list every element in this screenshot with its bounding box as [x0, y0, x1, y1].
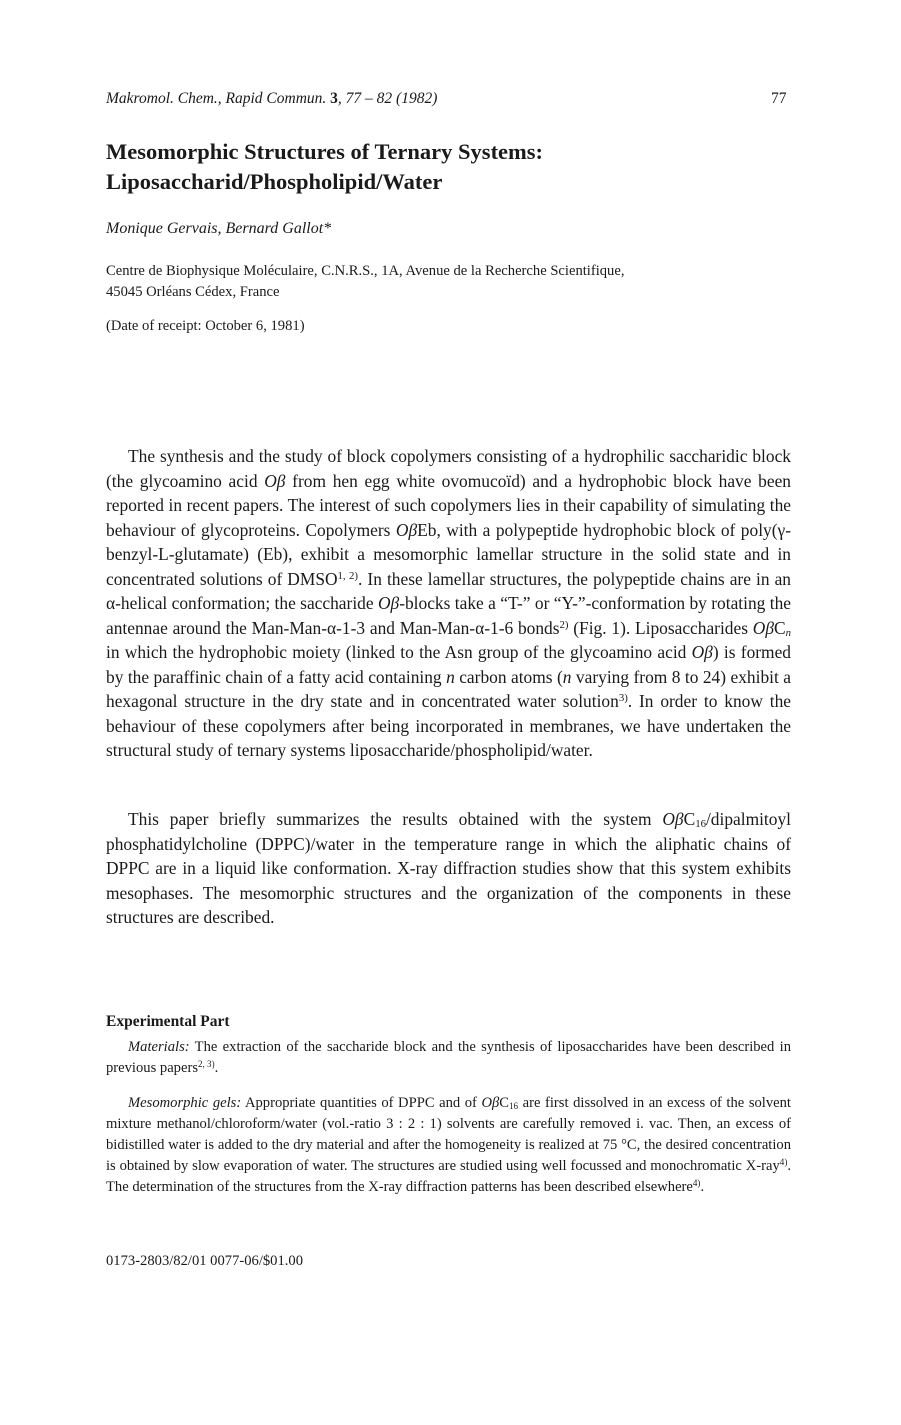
- symbol-c: C: [499, 1095, 510, 1111]
- authors: Monique Gervais, Bernard Gallot*: [106, 220, 332, 237]
- journal-volume: 3: [330, 90, 338, 107]
- text: are first dissolved in an excess of the solvent mixture methanol/chloroform/water (vol.-ratio 3 : 2 : 1) solvents are carefully removed i. vac. Then, an excess of bidistilled water is added to the dry material and after the homogeneity is realized at 75 °C, the desired concentration is obtained by slow evaporation of water. The structures are studied using well focussed and monochromatic X-ray: [106, 1095, 791, 1174]
- symbol-obeta: Oβ: [395, 519, 418, 540]
- symbol-c: C: [774, 617, 786, 638]
- text: . In these lamellar structures, the polypeptide chains are in an α-helical conformation; the saccharide: [106, 568, 791, 613]
- reference-superscript: 2): [559, 618, 569, 631]
- symbol-obeta: Oβ: [377, 593, 400, 613]
- date-of-receipt: (Date of receipt: October 6, 1981): [106, 318, 305, 334]
- publication-code: 0173-2803/82/01 0077-06/$01.00: [106, 1253, 304, 1269]
- intro-paragraph-2: [106, 807, 791, 930]
- text: -blocks take a “T-” or “Y-”-conformation by rotating the antennae around the Man-Man-α-1-3 and Man-Man-α-1-6 bonds: [106, 593, 791, 638]
- paper-title: [106, 137, 806, 197]
- reference-superscript: 4): [692, 1178, 701, 1189]
- affiliation: [106, 261, 806, 303]
- symbol-n: n: [562, 666, 572, 687]
- text: carbon atoms (: [454, 666, 563, 687]
- paragraph-label: Materials:: [128, 1039, 190, 1055]
- affiliation-line-1: Centre de Biophysique Moléculaire, C.N.R.S., 1A, Avenue de la Recherche Scientifique,: [106, 263, 625, 279]
- mesomorphic-gels-paragraph: [106, 1093, 791, 1198]
- journal-name: Makromol. Chem., Rapid Commun.: [106, 90, 327, 107]
- subscript-16: 16: [695, 818, 706, 831]
- intro-paragraph-1: [106, 444, 791, 763]
- page-number: 77: [771, 90, 787, 107]
- reference-superscript: 4): [779, 1157, 788, 1168]
- reference-superscript: 2, 3): [198, 1059, 215, 1070]
- affiliation-line-2: 45045 Orléans Cédex, France: [106, 284, 280, 300]
- text: . The determination of the structures from the X-ray diffraction patterns has been described elsewhere: [106, 1158, 791, 1195]
- symbol-obeta: Oβ: [481, 1095, 500, 1111]
- symbol-obeta: Oβ: [752, 617, 774, 638]
- text: Eb, with a polypeptide hydrophobic block of poly(γ-benzyl-L-glutamate) (Eb), exhibit a mesomorphic lamellar structure in the solid state and in concentrated solutions of DMSO: [106, 519, 791, 589]
- materials-paragraph: [106, 1037, 791, 1079]
- text: in which the hydrophobic moiety (linked to the Asn group of the glycoamino acid: [106, 642, 692, 662]
- journal-pages: 77 – 82: [345, 90, 393, 107]
- symbol-obeta: Oβ: [264, 470, 286, 491]
- subscript-n: n: [785, 626, 791, 639]
- reference-superscript: 3): [618, 692, 628, 705]
- title-line-1: Mesomorphic Structures of Ternary Systems:: [106, 139, 544, 164]
- text: The extraction of the saccharide block and the synthesis of liposaccharides have been described in previous papers: [106, 1039, 791, 1076]
- text: The synthesis and the study of block copolymers consisting of a hydrophilic saccharidic block (the glycoamino acid: [106, 446, 791, 491]
- journal-year: (1982): [396, 90, 438, 107]
- text: This paper briefly summarizes the results obtained with the system: [128, 809, 663, 829]
- text: .: [700, 1179, 705, 1195]
- text: varying from 8 to 24) exhibit a hexagonal structure in the dry state and in concentrated water solution: [106, 666, 791, 711]
- paragraph-label: Mesomorphic gels:: [128, 1095, 242, 1111]
- symbol-c: C: [683, 809, 696, 829]
- text: ) is formed by the paraffinic chain of a fatty acid containing: [106, 642, 791, 687]
- text: Appropriate quantities of DPPC and of: [241, 1095, 482, 1111]
- symbol-obeta: Oβ: [691, 642, 713, 662]
- section-heading-experimental: Experimental Part: [106, 1013, 230, 1030]
- text: (Fig. 1). Liposaccharides: [568, 617, 753, 638]
- text: /dipalmitoyl phosphatidylcholine (DPPC)/water in the temperature range in which the aliphatic chains of DPPC are in a liquid like conformation. X-ray diffraction studies show that this system exhibits mesophases. The mesomorphic structures and the organization of the components in these structures are described.: [106, 809, 791, 927]
- subscript-16: 16: [509, 1100, 519, 1111]
- title-line-2: Liposaccharid/Phospholipid/Water: [106, 169, 443, 194]
- text: .: [214, 1060, 219, 1076]
- running-head: Makromol. Chem., Rapid Commun. 3, 77 – 82 (1982): [106, 90, 438, 107]
- text: . In order to know the behaviour of these copolymers after being incorporated in membranes, we have undertaken the structural study of ternary systems liposaccharide/phospholipid/water.: [106, 691, 791, 760]
- symbol-n: n: [446, 666, 455, 687]
- text: from hen egg white ovomucoïd) and a hydrophobic block have been reported in recent papers. The interest of such copolymers lies in their capability of simulating the behaviour of glycoproteins. Copolymers: [106, 470, 791, 540]
- symbol-obeta: Oβ: [662, 809, 684, 829]
- reference-superscript: 1, 2): [337, 569, 358, 582]
